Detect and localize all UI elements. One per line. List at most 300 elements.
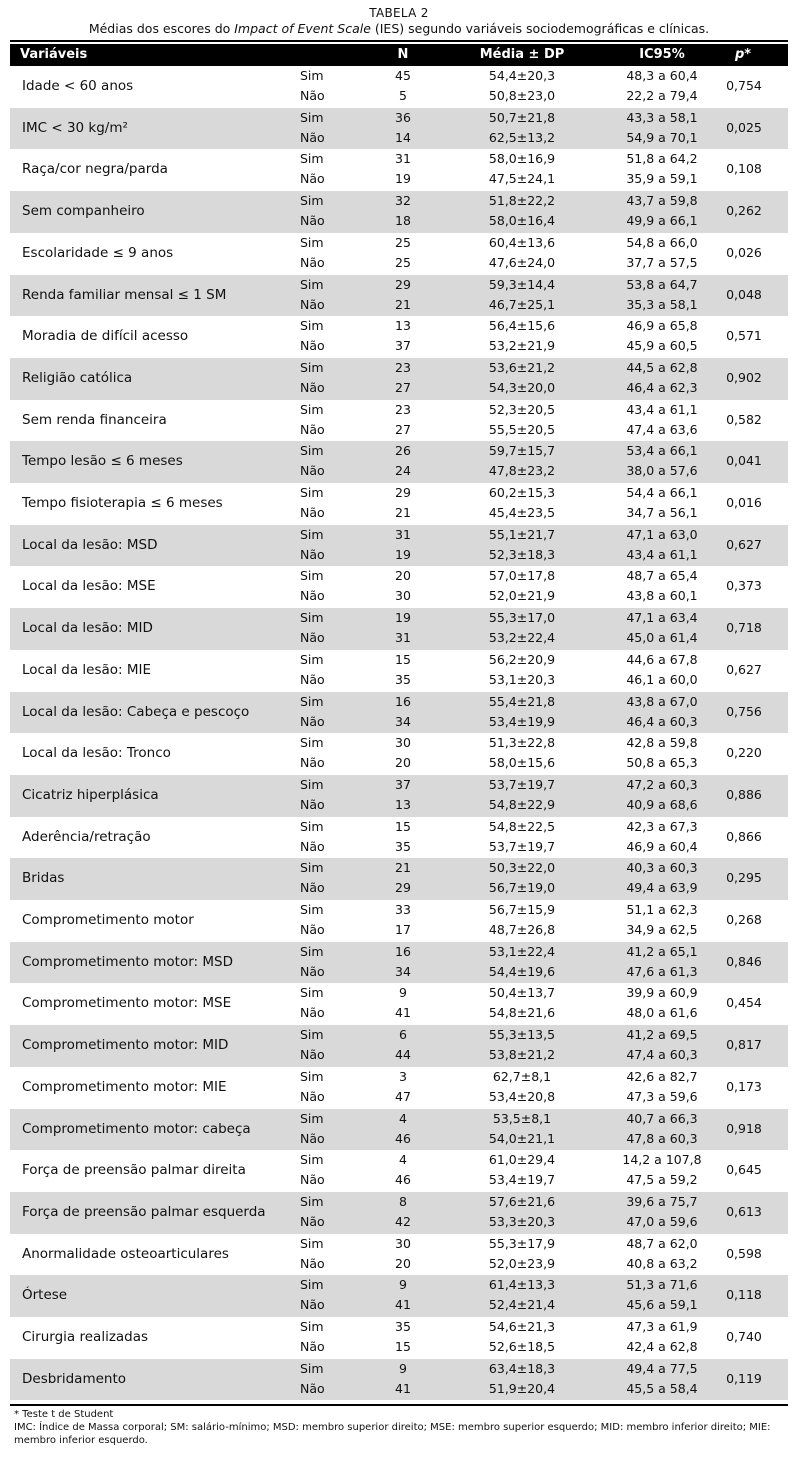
row-mean-no: 55,5±20,5 xyxy=(488,421,556,437)
row-n-yes: 9 xyxy=(399,1277,407,1293)
row-n-no: 13 xyxy=(395,796,411,812)
row-ci-yes: 43,8 a 67,0 xyxy=(626,693,698,709)
row-mean-no: 50,8±23,0 xyxy=(488,88,556,103)
row-n-yes: 6 xyxy=(399,1027,407,1043)
table-row xyxy=(10,1192,788,1234)
row-ci-no: 34,9 a 62,5 xyxy=(626,922,698,937)
row-n-no: 14 xyxy=(395,129,411,145)
row-ci-yes: 48,7 a 65,4 xyxy=(626,568,698,584)
top-rule xyxy=(10,40,788,42)
row-p-value: 0,740 xyxy=(726,1329,762,1344)
row-group-no: Não xyxy=(300,671,325,687)
row-group-no: Não xyxy=(300,88,325,103)
row-ci-yes: 51,1 a 62,3 xyxy=(626,902,698,917)
row-mean-no: 52,3±18,3 xyxy=(488,546,556,562)
row-n-no: 35 xyxy=(395,838,411,854)
row-mean-yes: 53,5±8,1 xyxy=(492,1110,552,1126)
table-row xyxy=(10,1275,788,1317)
row-ci-no: 49,4 a 63,9 xyxy=(626,880,698,896)
row-n-yes: 30 xyxy=(395,735,411,751)
row-mean-yes: 55,3±17,0 xyxy=(488,610,556,626)
row-n-yes: 45 xyxy=(395,68,411,83)
row-variable-label: Aderência/retração xyxy=(22,828,151,845)
row-group-yes: Sim xyxy=(300,818,324,834)
row-ci-no: 35,3 a 58,1 xyxy=(626,296,698,312)
row-variable-label: Escolaridade ≤ 9 anos xyxy=(22,244,174,261)
row-n-yes: 9 xyxy=(399,1360,407,1376)
table-row xyxy=(10,191,788,233)
row-n-no: 5 xyxy=(399,88,407,103)
row-mean-no: 45,4±23,5 xyxy=(488,505,556,520)
row-group-no: Não xyxy=(300,796,325,812)
row-group-yes: Sim xyxy=(300,776,324,792)
row-mean-no: 52,0±21,9 xyxy=(488,588,556,604)
row-n-yes: 30 xyxy=(395,1235,411,1251)
row-n-no: 42 xyxy=(395,1213,411,1229)
row-mean-no: 53,8±21,2 xyxy=(488,1047,556,1063)
row-n-yes: 16 xyxy=(395,693,411,709)
row-mean-no: 53,4±20,8 xyxy=(488,1088,556,1104)
row-variable-label: Idade < 60 anos xyxy=(22,78,134,94)
row-n-yes: 4 xyxy=(399,1110,407,1126)
table-row xyxy=(10,400,788,442)
row-p-value: 0,295 xyxy=(726,870,762,886)
row-variable-label: Força de preensão palmar esquerda xyxy=(22,1203,266,1220)
row-n-no: 27 xyxy=(395,379,411,395)
row-n-no: 24 xyxy=(395,463,411,479)
row-group-no: Não xyxy=(300,588,325,604)
header-variable: Variáveis xyxy=(20,47,88,62)
row-p-value: 0,886 xyxy=(726,786,762,802)
row-n-yes: 3 xyxy=(399,1068,407,1084)
row-n-yes: 20 xyxy=(395,568,411,584)
row-mean-no: 53,2±21,9 xyxy=(488,338,556,354)
row-ci-no: 42,4 a 62,8 xyxy=(626,1339,698,1354)
row-group-no: Não xyxy=(300,922,325,937)
row-n-no: 27 xyxy=(395,421,411,437)
table-row xyxy=(10,233,788,275)
row-group-yes: Sim xyxy=(300,568,324,584)
table-title: TABELA 2 xyxy=(369,6,429,20)
row-n-yes: 29 xyxy=(395,276,411,292)
table-row xyxy=(10,1317,788,1359)
row-p-value: 0,119 xyxy=(726,1370,762,1386)
table-row xyxy=(10,858,788,900)
row-mean-no: 46,7±25,1 xyxy=(488,296,556,312)
table-caption xyxy=(0,0,798,36)
row-n-yes: 36 xyxy=(395,109,411,125)
row-ci-no: 54,9 a 70,1 xyxy=(626,129,698,145)
row-variable-label: Sem companheiro xyxy=(22,203,145,220)
row-ci-yes: 42,8 a 59,8 xyxy=(626,735,698,751)
row-mean-no: 47,8±23,2 xyxy=(488,463,556,479)
row-n-no: 44 xyxy=(395,1047,411,1063)
row-mean-yes: 62,7±8,1 xyxy=(492,1068,552,1084)
row-ci-yes: 39,6 a 75,7 xyxy=(626,1193,698,1209)
row-group-no: Não xyxy=(300,1005,325,1021)
row-group-yes: Sim xyxy=(300,902,324,917)
row-group-yes: Sim xyxy=(300,359,324,375)
row-mean-no: 53,1±20,3 xyxy=(488,671,556,687)
table-row xyxy=(10,608,788,650)
row-variable-label: Sem renda financeira xyxy=(22,411,167,428)
row-mean-yes: 52,3±20,5 xyxy=(488,401,556,417)
row-ci-yes: 53,4 a 66,1 xyxy=(626,443,698,459)
header-ci: IC95% xyxy=(639,47,685,62)
row-ci-yes: 40,7 a 66,3 xyxy=(626,1110,698,1126)
row-variable-label: Renda familiar mensal ≤ 1 SM xyxy=(22,286,227,303)
table-row xyxy=(10,483,788,525)
row-mean-no: 53,2±22,4 xyxy=(488,630,556,646)
row-ci-no: 48,0 a 61,6 xyxy=(626,1005,698,1021)
row-p-value: 0,220 xyxy=(726,745,762,761)
row-group-no: Não xyxy=(300,1380,325,1396)
row-n-no: 34 xyxy=(395,713,411,729)
row-mean-yes: 58,0±16,9 xyxy=(488,151,556,167)
row-ci-yes: 42,6 a 82,7 xyxy=(626,1068,698,1084)
row-ci-no: 46,4 a 60,3 xyxy=(626,713,698,729)
bottom-rule xyxy=(10,1404,788,1406)
row-n-no: 20 xyxy=(395,755,411,771)
row-ci-no: 47,3 a 59,6 xyxy=(626,1088,698,1104)
row-ci-yes: 51,8 a 64,2 xyxy=(626,151,698,167)
row-ci-no: 46,9 a 60,4 xyxy=(626,838,698,854)
row-p-value: 0,173 xyxy=(726,1078,762,1094)
row-group-no: Não xyxy=(300,421,325,437)
row-n-no: 41 xyxy=(395,1380,411,1396)
table-notes xyxy=(14,1408,784,1447)
row-variable-label: Religião católica xyxy=(22,369,133,386)
row-group-no: Não xyxy=(300,379,325,395)
row-variable-label: Anormalidade osteoarticulares xyxy=(22,1245,229,1262)
row-ci-yes: 43,7 a 59,8 xyxy=(626,193,698,209)
row-p-value: 0,571 xyxy=(726,328,762,344)
row-group-no: Não xyxy=(300,1088,325,1104)
row-group-no: Não xyxy=(300,254,325,270)
row-group-yes: Sim xyxy=(300,1319,324,1334)
row-ci-no: 45,5 a 58,4 xyxy=(626,1380,698,1396)
row-n-no: 37 xyxy=(395,338,411,354)
row-variable-label: Comprometimento motor: MSE xyxy=(22,995,232,1012)
row-p-value: 0,454 xyxy=(726,995,762,1011)
row-ci-no: 37,7 a 57,5 xyxy=(626,254,698,270)
table-row xyxy=(10,733,788,775)
row-p-value: 0,016 xyxy=(726,495,762,510)
row-n-yes: 31 xyxy=(395,526,411,542)
row-variable-label: Comprometimento motor: MID xyxy=(22,1037,229,1054)
row-ci-no: 45,6 a 59,1 xyxy=(626,1297,698,1313)
table-row xyxy=(10,1234,788,1276)
row-ci-yes: 43,3 a 58,1 xyxy=(626,109,698,125)
row-n-no: 15 xyxy=(395,1339,411,1354)
row-ci-no: 43,8 a 60,1 xyxy=(626,588,698,604)
row-group-no: Não xyxy=(300,1172,325,1188)
row-n-yes: 15 xyxy=(395,818,411,834)
row-mean-yes: 55,3±17,9 xyxy=(488,1235,556,1251)
table-row xyxy=(10,108,788,150)
caption-text-post: (IES) segundo variáveis sociodemográficas e clínicas. xyxy=(370,21,710,36)
row-mean-yes: 61,4±13,3 xyxy=(488,1277,556,1293)
table-row xyxy=(10,1025,788,1067)
row-variable-label: Comprometimento motor xyxy=(22,912,194,928)
row-ci-no: 47,8 a 60,3 xyxy=(626,1130,698,1146)
row-p-value: 0,754 xyxy=(726,78,762,93)
row-mean-yes: 55,4±21,8 xyxy=(488,693,556,709)
table-row xyxy=(10,650,788,692)
table-row xyxy=(10,900,788,942)
row-mean-no: 53,7±19,7 xyxy=(488,838,556,854)
row-p-value: 0,025 xyxy=(726,119,762,135)
row-ci-yes: 43,4 a 61,1 xyxy=(626,401,698,417)
row-variable-label: Cicatriz hiperplásica xyxy=(22,786,159,803)
row-group-yes: Sim xyxy=(300,1277,324,1293)
row-mean-no: 47,6±24,0 xyxy=(488,254,556,270)
row-mean-no: 54,0±21,1 xyxy=(488,1130,556,1146)
row-group-yes: Sim xyxy=(300,860,324,876)
note-test: * Teste t de Student xyxy=(14,1409,114,1420)
row-n-no: 34 xyxy=(395,963,411,979)
row-ci-yes: 46,9 a 65,8 xyxy=(626,318,698,334)
row-n-no: 21 xyxy=(395,296,411,312)
row-variable-label: Força de preensão palmar direita xyxy=(22,1162,246,1179)
row-group-no: Não xyxy=(300,338,325,354)
row-p-value: 0,048 xyxy=(726,286,762,302)
row-ci-yes: 48,7 a 62,0 xyxy=(626,1235,698,1251)
row-mean-yes: 55,1±21,7 xyxy=(488,526,556,542)
row-ci-no: 47,6 a 61,3 xyxy=(626,963,698,979)
row-p-value: 0,627 xyxy=(726,536,762,552)
row-mean-yes: 54,4±20,3 xyxy=(488,68,556,83)
row-n-no: 41 xyxy=(395,1297,411,1313)
row-group-no: Não xyxy=(300,1130,325,1146)
row-group-yes: Sim xyxy=(300,193,324,209)
row-n-yes: 23 xyxy=(395,359,411,375)
row-mean-yes: 56,4±15,6 xyxy=(488,318,556,334)
table-row xyxy=(10,316,788,358)
row-p-value: 0,902 xyxy=(726,369,762,385)
table-row xyxy=(10,692,788,734)
row-variable-label: Tempo lesão ≤ 6 meses xyxy=(22,453,183,470)
row-ci-no: 47,0 a 59,6 xyxy=(626,1213,698,1229)
row-mean-no: 54,3±20,0 xyxy=(488,379,556,395)
row-mean-no: 53,4±19,7 xyxy=(488,1172,556,1188)
table-header xyxy=(10,44,788,66)
table-row xyxy=(10,1067,788,1109)
table-row xyxy=(10,441,788,483)
table-row xyxy=(10,1359,788,1401)
row-n-no: 29 xyxy=(395,880,411,896)
row-mean-no: 58,0±15,6 xyxy=(488,755,556,771)
row-group-yes: Sim xyxy=(300,234,324,250)
row-mean-yes: 54,8±22,5 xyxy=(488,818,556,834)
row-p-value: 0,582 xyxy=(726,411,762,427)
row-ci-no: 46,1 a 60,0 xyxy=(626,671,698,687)
row-variable-label: Local da lesão: MID xyxy=(22,620,153,637)
row-group-no: Não xyxy=(300,1047,325,1063)
row-mean-yes: 50,4±13,7 xyxy=(488,985,556,1001)
row-ci-yes: 48,3 a 60,4 xyxy=(626,68,698,83)
row-mean-yes: 61,0±29,4 xyxy=(488,1152,556,1168)
row-p-value: 0,866 xyxy=(726,828,762,844)
row-n-yes: 15 xyxy=(395,651,411,667)
row-n-no: 30 xyxy=(395,588,411,604)
row-mean-yes: 59,7±15,7 xyxy=(488,443,556,459)
row-group-yes: Sim xyxy=(300,735,324,751)
row-p-value: 0,598 xyxy=(726,1245,762,1261)
row-ci-yes: 41,2 a 65,1 xyxy=(626,943,698,959)
row-ci-no: 47,4 a 60,3 xyxy=(626,1047,698,1063)
row-variable-label: Local da lesão: Cabeça e pescoço xyxy=(22,703,250,720)
row-mean-yes: 60,2±15,3 xyxy=(488,485,556,500)
row-variable-label: Comprometimento motor: MIE xyxy=(22,1078,227,1095)
row-ci-yes: 47,3 a 61,9 xyxy=(626,1319,698,1334)
table-row xyxy=(10,66,788,108)
table-row xyxy=(10,983,788,1025)
row-group-no: Não xyxy=(300,1339,325,1354)
row-p-value: 0,041 xyxy=(726,453,762,469)
row-group-yes: Sim xyxy=(300,1027,324,1043)
row-mean-yes: 54,6±21,3 xyxy=(488,1319,556,1334)
row-n-yes: 21 xyxy=(395,860,411,876)
row-ci-no: 22,2 a 79,4 xyxy=(626,88,698,103)
row-n-no: 20 xyxy=(395,1255,411,1271)
row-p-value: 0,918 xyxy=(726,1120,762,1136)
table-row xyxy=(10,275,788,317)
header-n: N xyxy=(397,47,409,62)
row-ci-yes: 42,3 a 67,3 xyxy=(626,818,698,834)
note-abbreviations: IMC: Índice de Massa corporal; SM: salário-mínimo; MSD: membro superior direito; MSE: membro superior esquerdo; MID: membro inferior direito; MIE: membro inferior esquerdo. xyxy=(14,1422,771,1446)
row-group-no: Não xyxy=(300,171,325,187)
row-variable-label: IMC < 30 kg/m² xyxy=(22,119,128,136)
row-group-no: Não xyxy=(300,296,325,312)
row-ci-yes: 14,2 a 107,8 xyxy=(622,1152,702,1168)
row-mean-yes: 59,3±14,4 xyxy=(488,276,556,292)
row-p-value: 0,756 xyxy=(726,703,762,719)
row-mean-yes: 50,3±22,0 xyxy=(488,860,556,876)
row-group-yes: Sim xyxy=(300,401,324,417)
row-n-yes: 32 xyxy=(395,193,411,209)
row-group-yes: Sim xyxy=(300,1110,324,1126)
row-n-yes: 35 xyxy=(395,1319,411,1334)
row-n-yes: 19 xyxy=(395,610,411,626)
row-mean-yes: 56,7±15,9 xyxy=(488,902,556,917)
row-mean-yes: 51,8±22,2 xyxy=(488,193,556,209)
row-n-yes: 37 xyxy=(395,776,411,792)
table-row xyxy=(10,775,788,817)
caption-text-italic: Impact of Event Scale xyxy=(234,21,371,36)
row-group-no: Não xyxy=(300,129,325,145)
row-p-value: 0,268 xyxy=(726,912,762,927)
row-n-yes: 16 xyxy=(395,943,411,959)
row-n-yes: 13 xyxy=(395,318,411,334)
row-mean-yes: 53,7±19,7 xyxy=(488,776,556,792)
row-group-yes: Sim xyxy=(300,1068,324,1084)
row-p-value: 0,817 xyxy=(726,1037,762,1053)
row-n-yes: 23 xyxy=(395,401,411,417)
row-mean-no: 52,6±18,5 xyxy=(488,1339,556,1354)
row-n-yes: 31 xyxy=(395,151,411,167)
row-n-yes: 8 xyxy=(399,1193,407,1209)
row-ci-no: 45,9 a 60,5 xyxy=(626,338,698,354)
row-ci-no: 40,8 a 63,2 xyxy=(626,1255,698,1271)
row-ci-yes: 40,3 a 60,3 xyxy=(626,860,698,876)
caption-text-pre: Médias dos escores do xyxy=(88,21,235,36)
row-p-value: 0,846 xyxy=(726,953,762,969)
row-mean-yes: 55,3±13,5 xyxy=(488,1027,556,1043)
row-group-no: Não xyxy=(300,838,325,854)
row-group-yes: Sim xyxy=(300,485,324,500)
row-p-value: 0,613 xyxy=(726,1203,762,1219)
row-group-no: Não xyxy=(300,755,325,771)
row-mean-no: 58,0±16,4 xyxy=(488,213,556,229)
row-group-no: Não xyxy=(300,713,325,729)
row-ci-no: 49,9 a 66,1 xyxy=(626,213,698,229)
row-ci-no: 43,4 a 61,1 xyxy=(626,546,698,562)
row-ci-no: 35,9 a 59,1 xyxy=(626,171,698,187)
row-ci-yes: 44,6 a 67,8 xyxy=(626,651,698,667)
row-group-yes: Sim xyxy=(300,443,324,459)
row-variable-label: Local da lesão: MIE xyxy=(22,661,152,678)
row-group-no: Não xyxy=(300,463,325,479)
row-n-no: 46 xyxy=(395,1130,411,1146)
row-ci-no: 50,8 a 65,3 xyxy=(626,755,698,771)
row-group-yes: Sim xyxy=(300,318,324,334)
row-ci-yes: 44,5 a 62,8 xyxy=(626,359,698,375)
row-group-yes: Sim xyxy=(300,1235,324,1251)
row-ci-yes: 54,8 a 66,0 xyxy=(626,234,698,250)
row-n-no: 35 xyxy=(395,671,411,687)
row-group-yes: Sim xyxy=(300,526,324,542)
row-variable-label: Órtese xyxy=(22,1287,68,1304)
table-row xyxy=(10,942,788,984)
row-mean-yes: 50,7±21,8 xyxy=(488,109,556,125)
row-n-yes: 4 xyxy=(399,1152,407,1168)
row-ci-no: 45,0 a 61,4 xyxy=(626,630,698,646)
row-mean-no: 56,7±19,0 xyxy=(488,880,556,896)
row-mean-yes: 57,6±21,6 xyxy=(488,1193,556,1209)
table-row xyxy=(10,1150,788,1192)
row-ci-no: 40,9 a 68,6 xyxy=(626,796,698,812)
row-n-yes: 33 xyxy=(395,902,411,917)
row-group-yes: Sim xyxy=(300,1360,324,1376)
row-mean-no: 54,4±19,6 xyxy=(488,963,556,979)
table-row xyxy=(10,817,788,859)
row-group-yes: Sim xyxy=(300,151,324,167)
row-n-no: 17 xyxy=(395,922,411,937)
table-row xyxy=(10,566,788,608)
row-group-yes: Sim xyxy=(300,693,324,709)
row-n-no: 21 xyxy=(395,505,411,520)
row-n-no: 46 xyxy=(395,1172,411,1188)
row-variable-label: Moradia de difícil acesso xyxy=(22,328,189,345)
row-mean-no: 52,0±23,9 xyxy=(488,1255,556,1271)
row-ci-yes: 41,2 a 69,5 xyxy=(626,1027,698,1043)
row-p-value: 0,026 xyxy=(726,244,762,260)
row-group-yes: Sim xyxy=(300,68,324,83)
row-group-no: Não xyxy=(300,1255,325,1271)
row-mean-yes: 53,1±22,4 xyxy=(488,943,556,959)
row-n-yes: 25 xyxy=(395,234,411,250)
table-row xyxy=(10,149,788,191)
row-variable-label: Tempo fisioterapia ≤ 6 meses xyxy=(22,495,223,511)
row-ci-yes: 54,4 a 66,1 xyxy=(626,485,698,500)
row-group-yes: Sim xyxy=(300,276,324,292)
table-subtitle xyxy=(0,21,798,36)
row-group-no: Não xyxy=(300,546,325,562)
row-ci-yes: 49,4 a 77,5 xyxy=(626,1360,698,1376)
row-ci-yes: 47,2 a 60,3 xyxy=(626,776,698,792)
row-p-value: 0,118 xyxy=(726,1287,762,1303)
